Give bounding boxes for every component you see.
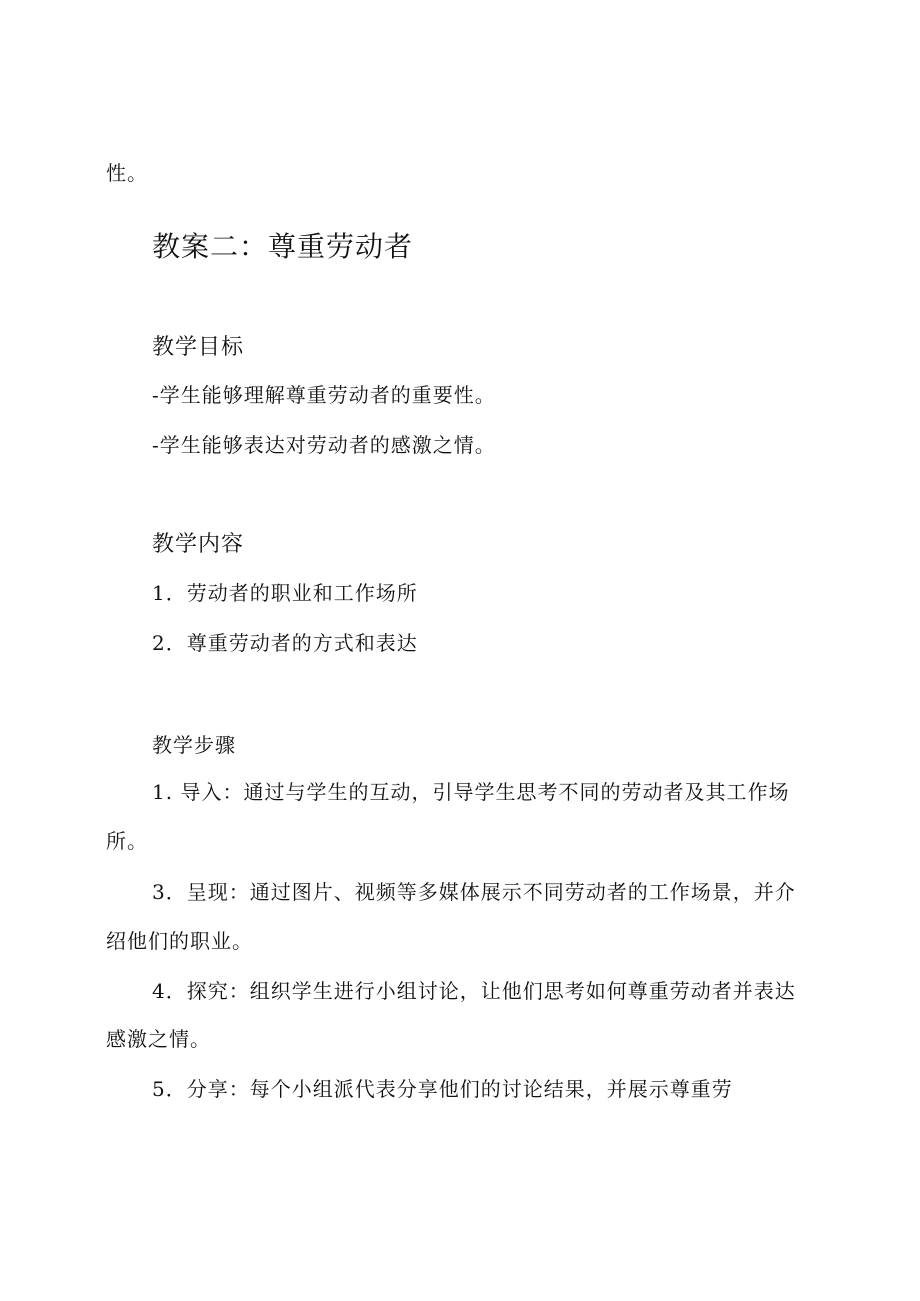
step-line: 4．探究：组织学生进行小组讨论，让他们思考如何尊重劳动者并表达	[152, 979, 796, 1003]
step-line: 1. 导入：通过与学生的互动，引导学生思考不同的劳动者及其工作场	[152, 780, 790, 804]
step-line-continued: 所。	[106, 829, 148, 853]
step-line: 3．呈现：通过图片、视频等多媒体展示不同劳动者的工作场景，并介	[152, 880, 796, 904]
objectives-heading: 教学目标	[152, 335, 245, 360]
steps-heading: 教学步骤	[152, 733, 236, 757]
step-line: 5．分享：每个小组派代表分享他们的讨论结果，并展示尊重劳	[152, 1077, 733, 1101]
carryover-text: 性。	[106, 161, 148, 185]
page-title: 教案二：尊重劳动者	[152, 230, 414, 263]
content-item: 2．尊重劳动者的方式和表达	[152, 631, 418, 655]
content-heading: 教学内容	[152, 532, 245, 557]
step-line-continued: 绍他们的职业。	[106, 929, 253, 953]
objective-item: -学生能够理解尊重劳动者的重要性。	[152, 383, 496, 407]
content-item: 1．劳动者的职业和工作场所	[152, 581, 418, 605]
step-line-continued: 感激之情。	[106, 1027, 211, 1051]
objective-item: -学生能够表达对劳动者的感激之情。	[152, 433, 496, 457]
